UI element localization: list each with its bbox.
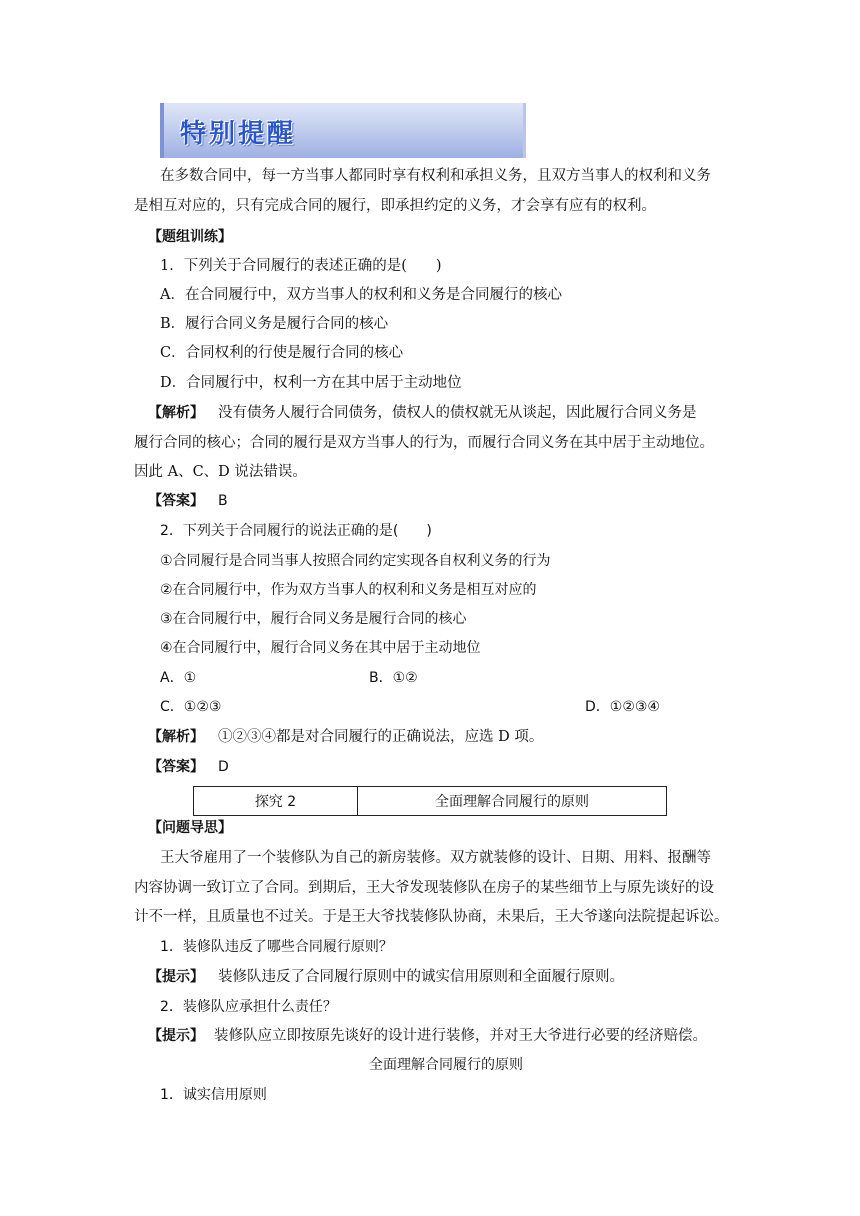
q1-answer-value: B xyxy=(218,493,228,509)
q2-item-4: ④在合同履行中，履行合同义务在其中居于主动地位 xyxy=(160,640,481,656)
q1-answer-tag: 【答案】 xyxy=(148,493,204,509)
q2-option-d: D．①②③④ xyxy=(585,699,660,715)
guide-question-1: 1．装修队违反了哪些合同履行原则？ xyxy=(160,939,393,955)
q1-analysis-text-1: 没有债务人履行合同债务，债权人的债权就无从谈起，因此履行合同义务是 xyxy=(218,405,697,421)
note-line-1: 在多数合同中，每一方当事人都同时享有权利和承担义务，且双方当事人的权利和义务 xyxy=(160,168,711,184)
q1-stem: 1．下列关于合同履行的表述正确的是( ) xyxy=(160,258,442,274)
guide-line-3: 计不一样，且质量也不过关。于是王大爷找装修队协商，未果后，王大爷遂向法院提起诉讼。 xyxy=(134,909,729,925)
note-line-2: 是相互对应的，只有完成合同的履行，即承担约定的义务，才会享有应有的权利。 xyxy=(134,198,656,214)
q2-option-c: C．①②③ xyxy=(160,699,222,715)
q1-analysis-line-3: 因此 A、C、D 说法错误。 xyxy=(134,464,307,480)
q1-option-c: C．合同权利的行使是履行合同的核心 xyxy=(160,345,404,361)
explore-label: 探究 2 xyxy=(194,787,358,815)
guide-hint-2 xyxy=(148,1026,707,1046)
q1-option-d: D．合同履行中，权利一方在其中居于主动地位 xyxy=(160,375,462,391)
q2-analysis-tag: 【解析】 xyxy=(148,729,204,745)
q1-option-b: B．履行合同义务是履行合同的核心 xyxy=(160,316,389,332)
guide-question-2: 2．装修队应承担什么责任？ xyxy=(160,999,337,1015)
guide-line-2: 内容协调一致订立了合同。到期后，王大爷发现装修队在房子的某些细节上与原先谈好的设 xyxy=(134,880,714,896)
q1-analysis-line-1 xyxy=(148,403,697,423)
q1-analysis-line-2: 履行合同的核心；合同的履行是双方当事人的行为，而履行合同义务在其中居于主动地位。 xyxy=(134,435,714,451)
q2-stem: 2．下列关于合同履行的说法正确的是( ) xyxy=(160,523,432,539)
q2-answer xyxy=(148,757,229,777)
hint-2-text: 装修队应立即按原先谈好的设计进行装修，并对王大爷进行必要的经济赔偿。 xyxy=(214,1028,707,1044)
q1-answer xyxy=(148,491,228,511)
q2-option-b: B．①② xyxy=(369,670,418,686)
q2-item-1: ①合同履行是合同当事人按照合同约定实现各自权利义务的行为 xyxy=(160,553,551,569)
guide-line-1: 王大爷雇用了一个装修队为自己的新房装修。双方就装修的设计、日期、用料、报酬等 xyxy=(160,850,711,866)
q1-option-a: A．在合同履行中，双方当事人的权利和义务是合同履行的核心 xyxy=(160,287,562,303)
hint-1-tag: 【提示】 xyxy=(148,969,204,985)
guide-hint-1 xyxy=(148,967,624,987)
hint-2-tag: 【提示】 xyxy=(148,1028,204,1044)
q2-answer-value: D xyxy=(218,759,229,775)
guide-heading: 【问题导思】 xyxy=(148,820,232,836)
hint-1-text: 装修队违反了合同履行原则中的诚实信用原则和全面履行原则。 xyxy=(218,969,624,985)
q2-item-2: ②在合同履行中，作为双方当事人的权利和义务是相互对应的 xyxy=(160,582,537,598)
tip-banner xyxy=(160,103,526,158)
q2-option-a: A．① xyxy=(160,670,197,686)
explore-title: 全面理解合同履行的原则 xyxy=(435,794,589,810)
q2-analysis-text: ①②③④都是对合同履行的正确说法，应选 D 项。 xyxy=(218,729,544,745)
q2-item-3: ③在合同履行中，履行合同义务是履行合同的核心 xyxy=(160,611,467,627)
q2-answer-tag: 【答案】 xyxy=(148,759,204,775)
section-item-1: 1．诚实信用原则 xyxy=(160,1087,267,1103)
q2-analysis xyxy=(148,727,543,747)
section-title: 全面理解合同履行的原则 xyxy=(369,1057,523,1073)
explore-table xyxy=(193,786,667,816)
q1-analysis-tag: 【解析】 xyxy=(148,405,204,421)
banner-title: 特别提醒 xyxy=(180,119,297,149)
training-heading: 【题组训练】 xyxy=(148,229,232,245)
